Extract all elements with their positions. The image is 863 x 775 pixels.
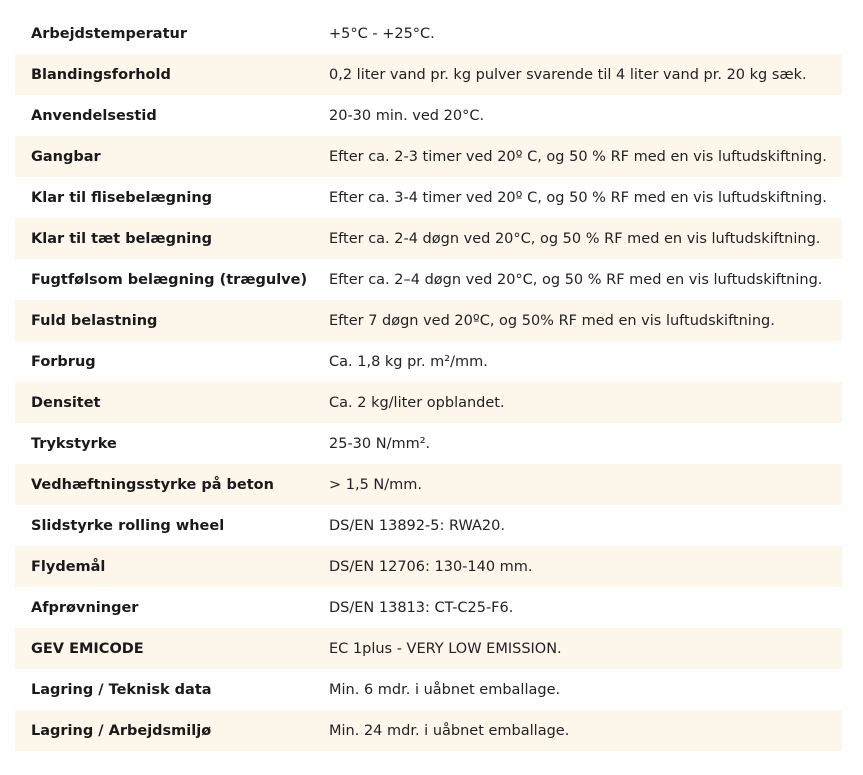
technical-specifications-table [15, 13, 842, 751]
spec-label: Flydemål [31, 558, 106, 575]
spec-label: Klar til flisebelægning [31, 189, 213, 206]
spec-row-fuld-belastning [15, 300, 842, 341]
spec-label: Lagring / Teknisk data [31, 681, 212, 698]
spec-row-anvendelsestid [15, 95, 842, 136]
spec-label: GEV EMICODE [31, 640, 144, 657]
spec-label: Trykstyrke [31, 435, 117, 452]
spec-row-slidstyrke [15, 505, 842, 546]
spec-label: Arbejdstemperatur [31, 25, 187, 42]
spec-row-lagring-arbejdsmiljoe [15, 710, 842, 751]
spec-value: Efter 7 døgn ved 20ºC, og 50% RF med en vis luftudskiftning. [329, 312, 775, 329]
spec-value: > 1,5 N/mm. [329, 476, 423, 493]
spec-row-gev-emicode [15, 628, 842, 669]
spec-value: Min. 24 mdr. i uåbnet emballage. [329, 722, 570, 739]
spec-row-densitet [15, 382, 842, 423]
spec-value: DS/EN 13892-5: RWA20. [329, 517, 505, 534]
spec-value: +5°C - +25°C. [329, 25, 435, 42]
spec-value: Efter ca. 3-4 timer ved 20º C, og 50 % RF med en vis luftudskiftning. [329, 189, 827, 206]
spec-table-body [15, 13, 842, 751]
spec-value: Efter ca. 2–4 døgn ved 20°C, og 50 % RF med en vis luftudskiftning. [329, 271, 823, 288]
spec-row-forbrug [15, 341, 842, 382]
spec-label: Lagring / Arbejdsmiljø [31, 722, 212, 739]
spec-value: 0,2 liter vand pr. kg pulver svarende til 4 liter vand pr. 20 kg sæk. [329, 66, 807, 83]
spec-label: Fuld belastning [31, 312, 158, 329]
spec-label: Blandingsforhold [31, 66, 171, 83]
spec-value: 20-30 min. ved 20°C. [329, 107, 485, 124]
spec-label: Afprøvninger [31, 599, 139, 616]
spec-label: Forbrug [31, 353, 96, 370]
spec-value: DS/EN 12706: 130-140 mm. [329, 558, 533, 575]
spec-row-flydemaal [15, 546, 842, 587]
spec-row-vedhaeftningsstyrke [15, 464, 842, 505]
spec-row-klar-til-flisebelaegning [15, 177, 842, 218]
spec-row-blandingsforhold [15, 54, 842, 95]
spec-row-lagring-teknisk-data [15, 669, 842, 710]
spec-label: Klar til tæt belægning [31, 230, 212, 247]
spec-value: DS/EN 13813: CT-C25-F6. [329, 599, 514, 616]
spec-label: Slidstyrke rolling wheel [31, 517, 225, 534]
spec-value: Ca. 1,8 kg pr. m²/mm. [329, 353, 488, 370]
spec-value: Min. 6 mdr. i uåbnet emballage. [329, 681, 561, 698]
spec-label: Densitet [31, 394, 101, 411]
spec-value: Ca. 2 kg/liter opblandet. [329, 394, 505, 411]
spec-label: Fugtfølsom belægning (trægulve) [31, 271, 308, 288]
spec-row-trykstyrke [15, 423, 842, 464]
spec-row-gangbar [15, 136, 842, 177]
spec-value: 25-30 N/mm². [329, 435, 431, 452]
spec-label: Gangbar [31, 148, 101, 165]
spec-value: EC 1plus - VERY LOW EMISSION. [329, 640, 562, 657]
spec-value: Efter ca. 2-4 døgn ved 20°C, og 50 % RF med en vis luftudskiftning. [329, 230, 821, 247]
spec-row-fugtfoelsom-belaegning [15, 259, 842, 300]
spec-label: Vedhæftningsstyrke på beton [31, 476, 274, 493]
spec-row-afproevninger [15, 587, 842, 628]
spec-row-arbejdstemperatur [15, 13, 842, 54]
spec-label: Anvendelsestid [31, 107, 157, 124]
spec-value: Efter ca. 2-3 timer ved 20º C, og 50 % RF med en vis luftudskiftning. [329, 148, 827, 165]
spec-row-klar-til-taet-belaegning [15, 218, 842, 259]
